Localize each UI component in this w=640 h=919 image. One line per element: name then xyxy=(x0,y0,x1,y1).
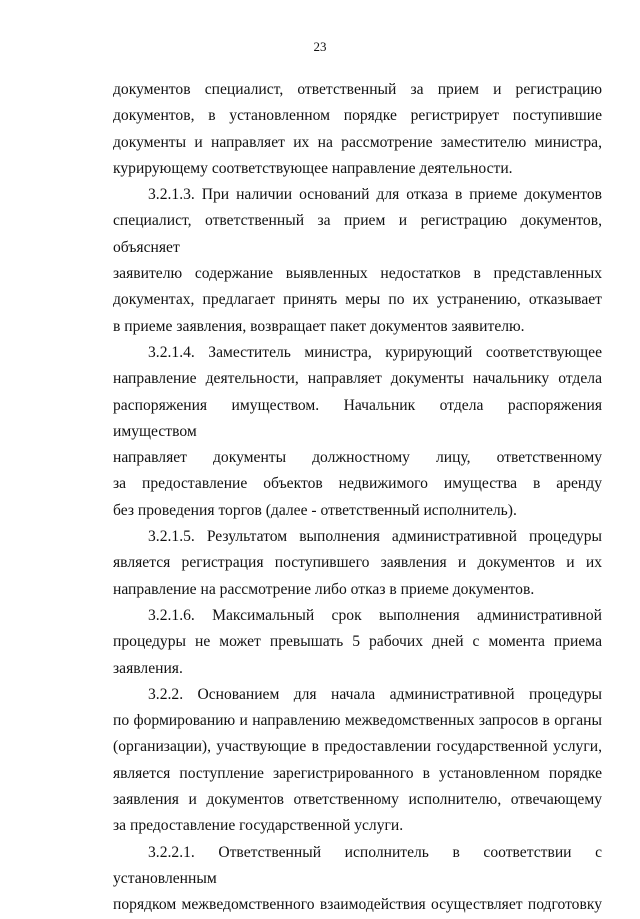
text-line: направление деятельности, направляет документы начальнику отдела xyxy=(113,370,602,388)
text-line: без проведения торгов (далее - ответственный исполнитель). xyxy=(113,501,517,519)
text-line: специалист, ответственный за прием и регистрацию документов, объясняет xyxy=(113,212,602,256)
text-line: порядком межведомственного взаимодействия осуществляет подготовку xyxy=(113,896,602,914)
text-line: документах, предлагает принять меры по их устранению, отказывает xyxy=(113,291,602,309)
body-text xyxy=(113,77,602,919)
text-line: документов, в установленном порядке регистрирует поступившие xyxy=(113,107,602,125)
text-line: процедуры не может превышать 5 рабочих дней с момента приема xyxy=(113,633,602,651)
text-line: направляет документы должностному лицу, ответственному xyxy=(113,449,602,467)
text-line: (организации), участвующие в предоставлении государственной услуги, xyxy=(113,738,602,756)
text-line: заявления. xyxy=(113,659,183,677)
text-line: 3.2.2. Основанием для начала административной процедуры xyxy=(148,685,602,703)
text-line: направление на рассмотрение либо отказ в приеме документов. xyxy=(113,580,535,598)
page-number: 23 xyxy=(313,39,327,54)
text-line: документов специалист, ответственный за прием и регистрацию xyxy=(113,81,602,98)
text-line: за предоставление объектов недвижимого имущества в аренду xyxy=(113,475,602,493)
text-line: за предоставление государственной услуги. xyxy=(113,817,404,835)
text-line: заявителю содержание выявленных недостатков в представленных xyxy=(113,265,602,283)
text-line: 3.2.1.3. При наличии оснований для отказа в приеме документов xyxy=(148,186,602,204)
text-line: по формированию и направлению межведомственных запросов в органы xyxy=(113,712,602,730)
text-line: документы и направляет их на рассмотрение заместителю министра, xyxy=(113,133,602,151)
text-line: является поступление зарегистрированного в установленном порядке xyxy=(113,764,602,782)
text-line: распоряжения имуществом. Начальник отдела распоряжения имуществом xyxy=(113,396,602,440)
text-line: заявления и документов ответственному исполнителю, отвечающему xyxy=(113,791,602,809)
text-line: курирующему соответствующее направление деятельности. xyxy=(113,159,513,177)
text-line: 3.2.1.5. Результатом выполнения административной процедуры xyxy=(148,528,602,546)
text-line: 3.2.1.4. Заместитель министра, курирующий соответствующее xyxy=(148,343,602,361)
text-line: в приеме заявления, возвращает пакет документов заявителю. xyxy=(113,317,525,335)
text-line: 3.2.1.6. Максимальный срок выполнения административной xyxy=(148,606,602,624)
text-line: 3.2.2.1. Ответственный исполнитель в соответствии с установленным xyxy=(113,843,602,887)
text-line: является регистрация поступившего заявления и документов и их xyxy=(113,554,602,572)
